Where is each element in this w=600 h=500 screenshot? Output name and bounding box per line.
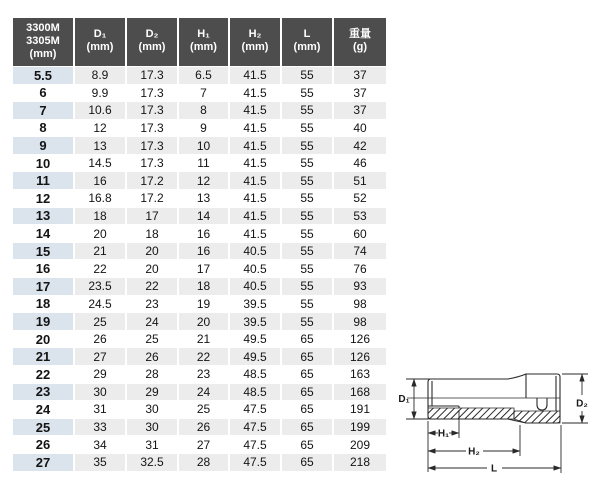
table-cell: 11 xyxy=(179,155,228,172)
table-cell: 52 xyxy=(334,190,386,207)
table-row xyxy=(13,436,386,453)
table-cell: 55 xyxy=(282,260,332,277)
table-cell: 17 xyxy=(127,208,177,225)
table-cell: 32.5 xyxy=(127,454,177,471)
table-cell: 16 xyxy=(75,172,125,189)
size-cell: 10 xyxy=(13,155,73,172)
header-row xyxy=(13,18,386,66)
size-cell: 25 xyxy=(13,419,73,436)
table-cell: 93 xyxy=(334,278,386,295)
table-row xyxy=(13,313,386,330)
table-cell: 65 xyxy=(282,401,332,418)
table-cell: 55 xyxy=(282,225,332,242)
size-cell: 22 xyxy=(13,366,73,383)
size-cell: 26 xyxy=(13,436,73,453)
table-cell: 29 xyxy=(75,366,125,383)
table-row xyxy=(13,208,386,225)
table-cell: 21 xyxy=(75,243,125,260)
table-row xyxy=(13,243,386,260)
table-row xyxy=(13,296,386,313)
table-cell: 46 xyxy=(334,155,386,172)
table-row xyxy=(13,102,386,119)
table-cell: 18 xyxy=(127,225,177,242)
table-cell: 191 xyxy=(334,401,386,418)
table-cell: 18 xyxy=(75,208,125,225)
table-cell: 17.3 xyxy=(127,137,177,154)
table-cell: 209 xyxy=(334,436,386,453)
table-cell: 55 xyxy=(282,278,332,295)
table-cell: 17.2 xyxy=(127,172,177,189)
column-header-5: L (mm) xyxy=(282,18,332,66)
table-cell: 27 xyxy=(179,436,228,453)
table-cell: 17.2 xyxy=(127,190,177,207)
table-cell: 31 xyxy=(127,436,177,453)
dim-label-h2: H₂ xyxy=(468,446,480,458)
table-cell: 37 xyxy=(334,67,386,84)
table-row xyxy=(13,85,386,102)
table-cell: 126 xyxy=(334,331,386,348)
table-cell: 16 xyxy=(179,225,228,242)
table-cell: 17.3 xyxy=(127,85,177,102)
table-cell: 41.5 xyxy=(230,172,280,189)
size-cell: 15 xyxy=(13,243,73,260)
table-cell: 41.5 xyxy=(230,67,280,84)
table-cell: 41.5 xyxy=(230,102,280,119)
size-cell: 20 xyxy=(13,331,73,348)
table-row xyxy=(13,348,386,365)
table-row xyxy=(13,155,386,172)
table-row xyxy=(13,172,386,189)
table-cell: 30 xyxy=(127,419,177,436)
table-cell: 65 xyxy=(282,384,332,401)
table-cell: 12 xyxy=(75,120,125,137)
table-cell: 65 xyxy=(282,454,332,471)
table-cell: 55 xyxy=(282,67,332,84)
size-cell: 9 xyxy=(13,137,73,154)
size-cell: 13 xyxy=(13,208,73,225)
table-cell: 55 xyxy=(282,102,332,119)
table-cell: 47.5 xyxy=(230,401,280,418)
table-cell: 17.3 xyxy=(127,120,177,137)
table-cell: 47.5 xyxy=(230,419,280,436)
table-cell: 12 xyxy=(179,172,228,189)
table-cell: 41.5 xyxy=(230,120,280,137)
table-cell: 55 xyxy=(282,190,332,207)
table-cell: 24.5 xyxy=(75,296,125,313)
table-cell: 76 xyxy=(334,260,386,277)
table-cell: 9.9 xyxy=(75,85,125,102)
table-cell: 7 xyxy=(179,85,228,102)
table-cell: 27 xyxy=(75,348,125,365)
size-cell: 6 xyxy=(13,85,73,102)
size-cell: 23 xyxy=(13,384,73,401)
table-cell: 26 xyxy=(179,419,228,436)
table-row xyxy=(13,260,386,277)
table-cell: 74 xyxy=(334,243,386,260)
table-cell: 39.5 xyxy=(230,313,280,330)
table-cell: 17.3 xyxy=(127,155,177,172)
table-row xyxy=(13,419,386,436)
table-cell: 55 xyxy=(282,120,332,137)
socket-spec-table xyxy=(11,17,388,472)
table-cell: 25 xyxy=(127,331,177,348)
table-cell: 65 xyxy=(282,366,332,383)
table-cell: 13 xyxy=(179,190,228,207)
table-cell: 37 xyxy=(334,102,386,119)
table-cell: 28 xyxy=(127,366,177,383)
table-cell: 22 xyxy=(127,278,177,295)
table-cell: 55 xyxy=(282,296,332,313)
table-row xyxy=(13,137,386,154)
table-row xyxy=(13,384,386,401)
table-cell: 24 xyxy=(127,313,177,330)
table-cell: 23 xyxy=(127,296,177,313)
table-cell: 20 xyxy=(179,313,228,330)
table-cell: 55 xyxy=(282,172,332,189)
table-cell: 55 xyxy=(282,313,332,330)
table-cell: 23 xyxy=(179,366,228,383)
table-cell: 98 xyxy=(334,296,386,313)
table-cell: 41.5 xyxy=(230,155,280,172)
table-cell: 40 xyxy=(334,120,386,137)
table-cell: 41.5 xyxy=(230,190,280,207)
drive-hole-detail xyxy=(537,398,547,410)
table-row xyxy=(13,190,386,207)
table-row xyxy=(13,120,386,137)
table-cell: 65 xyxy=(282,436,332,453)
table-row xyxy=(13,278,386,295)
table-cell: 35 xyxy=(75,454,125,471)
table-cell: 17.3 xyxy=(127,102,177,119)
table-cell: 55 xyxy=(282,85,332,102)
size-cell: 18 xyxy=(13,296,73,313)
table-cell: 40.5 xyxy=(230,278,280,295)
table-cell: 30 xyxy=(75,384,125,401)
size-cell: 11 xyxy=(13,172,73,189)
table-cell: 26 xyxy=(127,348,177,365)
table-cell: 17 xyxy=(179,260,228,277)
table-cell: 126 xyxy=(334,348,386,365)
table-cell: 65 xyxy=(282,348,332,365)
table-cell: 8.9 xyxy=(75,67,125,84)
size-cell: 7 xyxy=(13,102,73,119)
table-row xyxy=(13,401,386,418)
size-cell: 5.5 xyxy=(13,67,73,84)
table-cell: 10 xyxy=(179,137,228,154)
table-cell: 60 xyxy=(334,225,386,242)
column-header-2: D₂ (mm) xyxy=(127,18,177,66)
table-cell: 49.5 xyxy=(230,331,280,348)
table-cell: 20 xyxy=(127,243,177,260)
table-cell: 53 xyxy=(334,208,386,225)
column-header-0: 3300M 3305M (mm) xyxy=(13,18,73,66)
table-cell: 20 xyxy=(127,260,177,277)
table-cell: 199 xyxy=(334,419,386,436)
column-header-4: H₂ (mm) xyxy=(230,18,280,66)
dim-label-l: L xyxy=(490,463,498,475)
column-header-3: H₁ (mm) xyxy=(179,18,228,66)
table-row xyxy=(13,331,386,348)
table-cell: 40.5 xyxy=(230,243,280,260)
table-cell: 37 xyxy=(334,85,386,102)
table-row xyxy=(13,454,386,471)
table-cell: 10.6 xyxy=(75,102,125,119)
table-cell: 23.5 xyxy=(75,278,125,295)
dimension-lines xyxy=(406,374,588,473)
table-cell: 55 xyxy=(282,208,332,225)
dim-label-d2: D₂ xyxy=(576,398,588,410)
size-cell: 12 xyxy=(13,190,73,207)
table-cell: 9 xyxy=(179,120,228,137)
table-row xyxy=(13,67,386,84)
table-cell: 20 xyxy=(75,225,125,242)
table-cell: 33 xyxy=(75,419,125,436)
table-cell: 14 xyxy=(179,208,228,225)
size-cell: 27 xyxy=(13,454,73,471)
size-cell: 24 xyxy=(13,401,73,418)
table-cell: 42 xyxy=(334,137,386,154)
table-cell: 41.5 xyxy=(230,85,280,102)
table-cell: 22 xyxy=(75,260,125,277)
table-cell: 29 xyxy=(127,384,177,401)
table-cell: 48.5 xyxy=(230,384,280,401)
table-cell: 16 xyxy=(179,243,228,260)
size-cell: 14 xyxy=(13,225,73,242)
table-cell: 16.8 xyxy=(75,190,125,207)
size-cell: 17 xyxy=(13,278,73,295)
table-cell: 55 xyxy=(282,243,332,260)
table-cell: 40.5 xyxy=(230,260,280,277)
dim-label-d1: D₁ xyxy=(398,394,410,405)
table-cell: 13 xyxy=(75,137,125,154)
table-cell: 31 xyxy=(75,401,125,418)
table-cell: 24 xyxy=(179,384,228,401)
table-cell: 65 xyxy=(282,331,332,348)
column-header-1: D₁ (mm) xyxy=(75,18,125,66)
table-row xyxy=(13,366,386,383)
table-cell: 47.5 xyxy=(230,454,280,471)
table-cell: 8 xyxy=(179,102,228,119)
size-cell: 21 xyxy=(13,348,73,365)
size-cell: 8 xyxy=(13,120,73,137)
table-cell: 41.5 xyxy=(230,137,280,154)
table-cell: 30 xyxy=(127,401,177,418)
table-cell: 14.5 xyxy=(75,155,125,172)
table-cell: 21 xyxy=(179,331,228,348)
dim-label-h1: H₁ xyxy=(437,428,450,440)
size-cell: 16 xyxy=(13,260,73,277)
table-cell: 25 xyxy=(179,401,228,418)
table-cell: 65 xyxy=(282,419,332,436)
table-cell: 48.5 xyxy=(230,366,280,383)
table-cell: 163 xyxy=(334,366,386,383)
table-cell: 19 xyxy=(179,296,228,313)
table-cell: 51 xyxy=(334,172,386,189)
table-row xyxy=(13,225,386,242)
table-cell: 55 xyxy=(282,155,332,172)
table-cell: 98 xyxy=(334,313,386,330)
table-cell: 25 xyxy=(75,313,125,330)
table-cell: 49.5 xyxy=(230,348,280,365)
table-cell: 218 xyxy=(334,454,386,471)
table-cell: 6.5 xyxy=(179,67,228,84)
table-cell: 34 xyxy=(75,436,125,453)
table-cell: 39.5 xyxy=(230,296,280,313)
table-cell: 26 xyxy=(75,331,125,348)
table-cell: 22 xyxy=(179,348,228,365)
table-cell: 41.5 xyxy=(230,208,280,225)
table-cell: 28 xyxy=(179,454,228,471)
table-cell: 47.5 xyxy=(230,436,280,453)
table-cell: 18 xyxy=(179,278,228,295)
table-cell: 41.5 xyxy=(230,225,280,242)
column-header-6: 重量 (g) xyxy=(334,18,386,66)
table-cell: 168 xyxy=(334,384,386,401)
size-cell: 19 xyxy=(13,313,73,330)
table-cell: 55 xyxy=(282,137,332,154)
table-cell: 17.3 xyxy=(127,67,177,84)
socket-diagram xyxy=(395,358,600,500)
